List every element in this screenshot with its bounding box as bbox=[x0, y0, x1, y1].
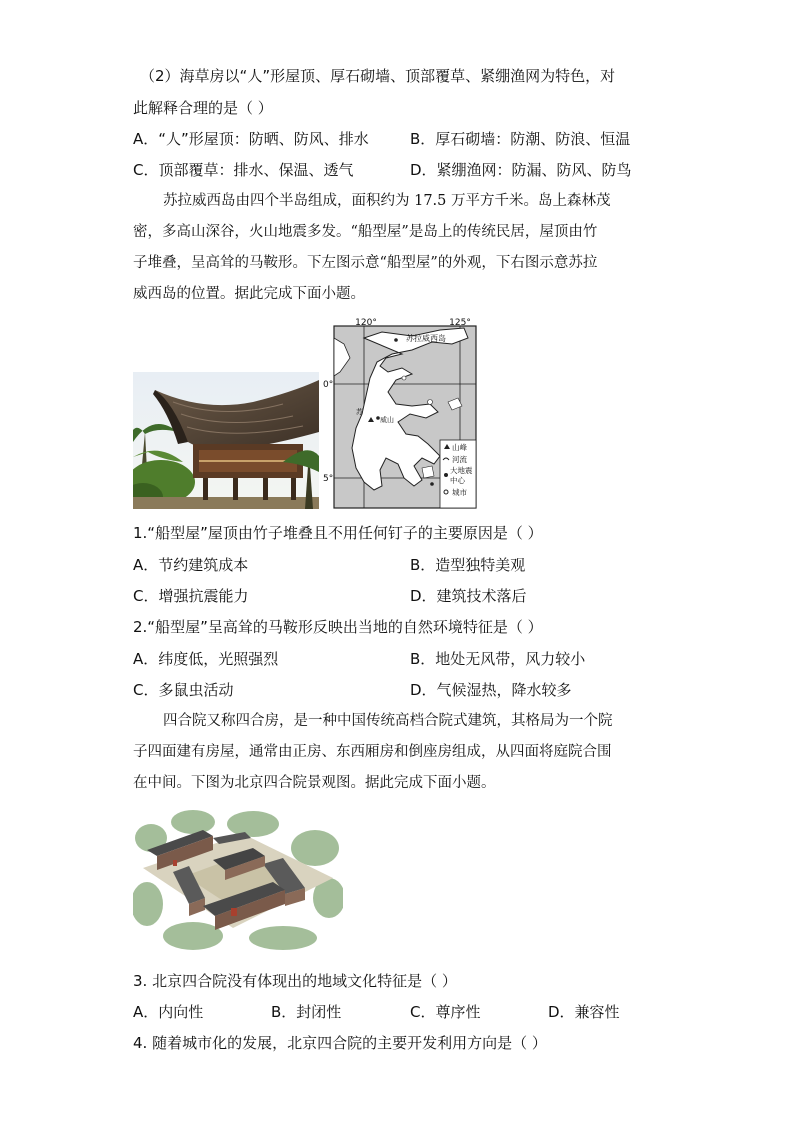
q3-stem: 3. 北京四合院没有体现出的地域文化特征是（ ） bbox=[133, 972, 457, 990]
q1-option-c: C．增强抗震能力 bbox=[133, 587, 249, 605]
q3-option-a: A．内向性 bbox=[133, 1003, 204, 1021]
q3-option-c: C．尊序性 bbox=[410, 1003, 481, 1021]
boat-house-photo bbox=[133, 372, 319, 509]
map-lat-0: 0° bbox=[323, 380, 334, 390]
q2-option-b: B．厚石砌墙：防潮、防浪、恒温 bbox=[410, 130, 631, 148]
q2-stem-line2: 此解释合理的是（ ） bbox=[133, 99, 273, 117]
sulawesi-map bbox=[322, 318, 478, 510]
q1-option-d: D．建筑技术落后 bbox=[410, 587, 527, 605]
passage1-line2: 密，多高山深谷，火山地震多发。“船型屋”是岛上的传统民居，屋顶由竹 bbox=[133, 224, 598, 240]
legend-city: 城市 bbox=[452, 488, 467, 497]
q2b-stem: 2.“船型屋”呈高耸的马鞍形反映出当地的自然环境特征是（ ） bbox=[133, 618, 543, 636]
map-label-left: 苏 bbox=[356, 408, 363, 416]
map-label-mid: 威山 bbox=[380, 416, 394, 424]
passage2-line2: 子四面建有房屋，通常由正房、东西厢房和倒座房组成，从四面将庭院合围 bbox=[133, 744, 612, 760]
map-lon-125: 125° bbox=[449, 318, 471, 328]
passage2-line1: 四合院又称四合房，是一种中国传统高档合院式建筑，其格局为一个院 bbox=[163, 713, 613, 729]
q2-option-d: D．紧绷渔网：防漏、防风、防鸟 bbox=[410, 161, 632, 179]
map-island-name: 苏拉威西岛 bbox=[406, 334, 446, 343]
q1-option-b: B．造型独特美观 bbox=[410, 556, 526, 574]
siheyuan-illustration bbox=[133, 808, 343, 954]
q1-stem: 1.“船型屋”屋顶由竹子堆叠且不用任何钉子的主要原因是（ ） bbox=[133, 524, 543, 542]
passage1-line4: 威西岛的位置。据此完成下面小题。 bbox=[133, 286, 365, 302]
passage1-line3: 子堆叠，呈高耸的马鞍形。下左图示意“船型屋”的外观，下右图示意苏拉 bbox=[133, 255, 598, 271]
q2b-option-d: D．气候湿热，降水较多 bbox=[410, 681, 572, 699]
q2b-option-a: A．纬度低，光照强烈 bbox=[133, 650, 279, 668]
q3-option-d: D．兼容性 bbox=[548, 1003, 620, 1021]
q2-option-c: C．顶部覆草：排水、保温、透气 bbox=[133, 161, 354, 179]
q2b-option-b: B．地处无风带，风力较小 bbox=[410, 650, 586, 668]
q1-option-a: A．节约建筑成本 bbox=[133, 556, 249, 574]
legend-quake-2: 中心 bbox=[450, 476, 465, 485]
q2-stem-line1: （2）海草房以“人”形屋顶、厚石砌墙、顶部覆草、紧绷渔网为特色，对 bbox=[140, 67, 616, 85]
map-lat-5: 5° bbox=[323, 474, 334, 484]
legend-quake-1: 大地震 bbox=[450, 466, 473, 475]
q3-option-b: B．封闭性 bbox=[271, 1003, 342, 1021]
passage2-line3: 在中间。下图为北京四合院景观图。据此完成下面小题。 bbox=[133, 775, 496, 791]
q2b-option-c: C．多鼠虫活动 bbox=[133, 681, 234, 699]
q4-stem: 4. 随着城市化的发展，北京四合院的主要开发利用方向是（ ） bbox=[133, 1034, 547, 1052]
q2-option-a: A．“人”形屋顶：防晒、防风、排水 bbox=[133, 130, 369, 148]
legend-peak: 山峰 bbox=[452, 443, 467, 452]
legend-river: 河流 bbox=[452, 455, 467, 464]
map-lon-120: 120° bbox=[355, 318, 377, 328]
passage1-line1: 苏拉威西岛由四个半岛组成，面积约为 17.5 万平方千米。岛上森林茂 bbox=[163, 193, 611, 209]
